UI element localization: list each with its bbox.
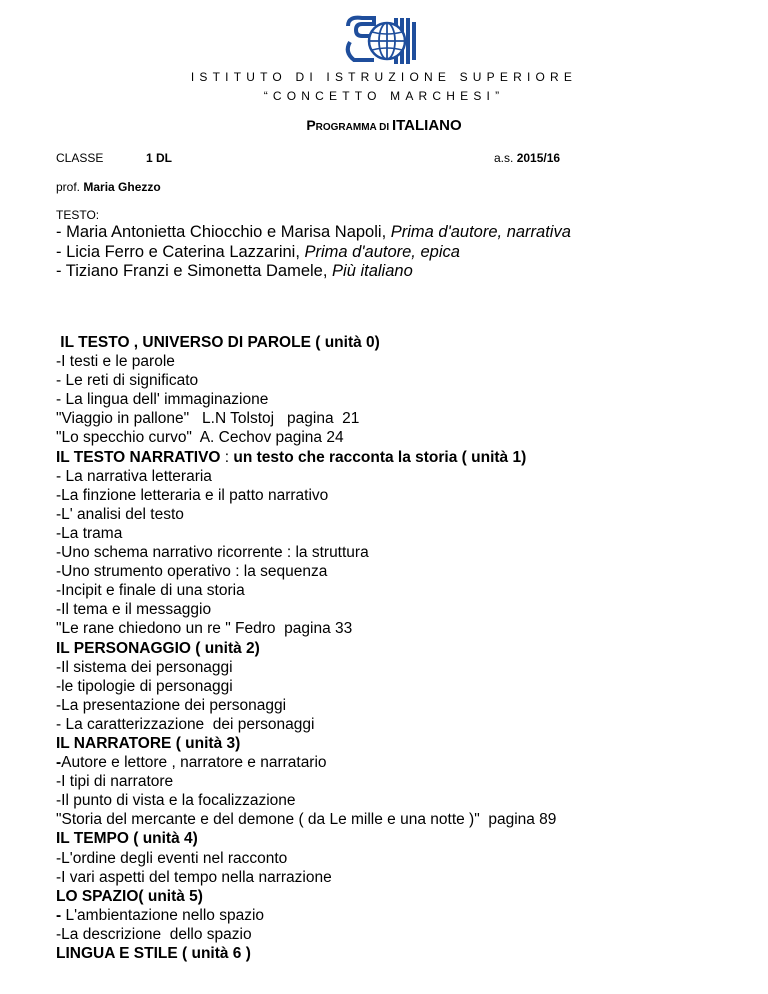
textbooks-label: TESTO: bbox=[56, 208, 100, 222]
syllabus-heading: LINGUA E STILE ( unità 6 ) bbox=[56, 945, 251, 962]
syllabus-line: -Il sistema dei personaggi bbox=[56, 658, 233, 676]
classe-value: 1 DL bbox=[146, 151, 173, 165]
syllabus-heading: IL TEMPO ( unità 4) bbox=[56, 830, 198, 848]
syllabus-line: -I tipi di narratore bbox=[56, 773, 174, 791]
syllabus-heading: IL PERSONAGGIO ( unità 2) bbox=[56, 639, 260, 657]
syllabus-line: -L' analisi del testo bbox=[56, 505, 184, 523]
textbook-title: Più italiano bbox=[332, 262, 413, 280]
syllabus-line-part: - bbox=[56, 906, 66, 924]
syllabus-heading: IL NARRATORE ( unità 3) bbox=[56, 734, 241, 752]
syllabus-line: -le tipologie di personaggi bbox=[56, 677, 233, 695]
syllabus-line: - Le reti di significato bbox=[56, 372, 199, 390]
syllabus-line: -Incipit e finale di una storia bbox=[56, 582, 245, 600]
syllabus-line-part: un testo che racconta la storia ( unità 1) bbox=[233, 448, 527, 466]
school-year-label: a.s. bbox=[494, 151, 517, 165]
syllabus-line: -Il tema e il messaggio bbox=[56, 601, 212, 619]
syllabus-line: - La caratterizzazione dei personaggi bbox=[56, 715, 315, 733]
syllabus-line-part: Autore e lettore , narratore e narratario bbox=[61, 754, 327, 772]
syllabus-line: -Il punto di vista e la focalizzazione bbox=[56, 792, 296, 810]
syllabus-line-part: L'ambientazione nello spazio bbox=[65, 906, 265, 924]
syllabus-line: "Le rane chiedono un re " Fedro pagina 33 bbox=[56, 620, 353, 638]
textbook-item bbox=[56, 243, 571, 263]
textbook-authors: - Maria Antonietta Chiocchio e Marisa Napoli, bbox=[56, 223, 391, 241]
school-year-value: 2015/16 bbox=[516, 151, 561, 165]
classe-label: CLASSE bbox=[56, 151, 104, 165]
syllabus-line: -La descrizione dello spazio bbox=[56, 925, 252, 943]
syllabus-line-part: IL TESTO NARRATIVO bbox=[56, 448, 221, 466]
institute-name: ISTITUTO DI ISTRUZIONE SUPERIORE bbox=[190, 70, 578, 84]
page-title bbox=[0, 116, 768, 137]
textbook-item bbox=[56, 223, 571, 243]
syllabus-line-part: - bbox=[56, 754, 62, 772]
syllabus-line: - La lingua dell' immaginazione bbox=[56, 391, 269, 409]
textbook-list bbox=[56, 223, 571, 282]
syllabus-line: -I vari aspetti del tempo nella narrazione bbox=[56, 868, 332, 886]
syllabus-line: -La finzione letteraria e il patto narrativo bbox=[56, 486, 329, 504]
syllabus-heading: IL TESTO , UNIVERSO DI PAROLE ( unità 0) bbox=[56, 334, 380, 351]
syllabus-line: -Uno strumento operativo : la sequenza bbox=[56, 563, 328, 581]
syllabus-line bbox=[56, 906, 756, 925]
syllabus-line: -I testi e le parole bbox=[56, 353, 175, 371]
syllabus-line: "Storia del mercante e del demone ( da Le mille e una notte )" pagina 89 bbox=[56, 811, 557, 829]
textbook-title: Prima d'autore, narrativa bbox=[390, 223, 571, 241]
syllabus-line: -L'ordine degli eventi nel racconto bbox=[56, 849, 288, 867]
syllabus-line: "Lo specchio curvo" A. Cechov pagina 24 bbox=[56, 429, 344, 447]
textbook-title: Prima d'autore, epica bbox=[304, 242, 460, 261]
teacher bbox=[56, 180, 161, 194]
teacher-name: Maria Ghezzo bbox=[83, 180, 161, 194]
syllabus-line: -Uno schema narrativo ricorrente : la struttura bbox=[56, 544, 369, 562]
syllabus-heading: LO SPAZIO( unità 5) bbox=[56, 887, 203, 905]
teacher-label: prof. bbox=[56, 180, 84, 194]
syllabus-line: "Viaggio in pallone" L.N Tolstoj pagina 21 bbox=[56, 410, 360, 428]
syllabus-line bbox=[56, 753, 756, 772]
syllabus-line-part: : bbox=[220, 448, 234, 466]
institute-subname: “CONCETTO MARCHESI” bbox=[263, 89, 505, 103]
title-initial: P bbox=[306, 117, 316, 133]
school-year bbox=[494, 151, 560, 165]
textbook-item bbox=[56, 262, 571, 282]
syllabus-list bbox=[56, 333, 756, 963]
title-rest: ROGRAMMA DI bbox=[315, 122, 392, 133]
title-subject: ITALIANO bbox=[391, 117, 462, 134]
textbook-authors: - Tiziano Franzi e Simonetta Damele, bbox=[56, 262, 333, 280]
globe-columns-logo-icon bbox=[340, 12, 434, 70]
textbook-authors: - Licia Ferro e Caterina Lazzarini, bbox=[56, 242, 305, 261]
syllabus-line: - La narrativa letteraria bbox=[56, 467, 212, 485]
syllabus-line: -La presentazione dei personaggi bbox=[56, 696, 287, 714]
syllabus-line: -La trama bbox=[56, 524, 123, 542]
syllabus-line bbox=[56, 448, 756, 467]
